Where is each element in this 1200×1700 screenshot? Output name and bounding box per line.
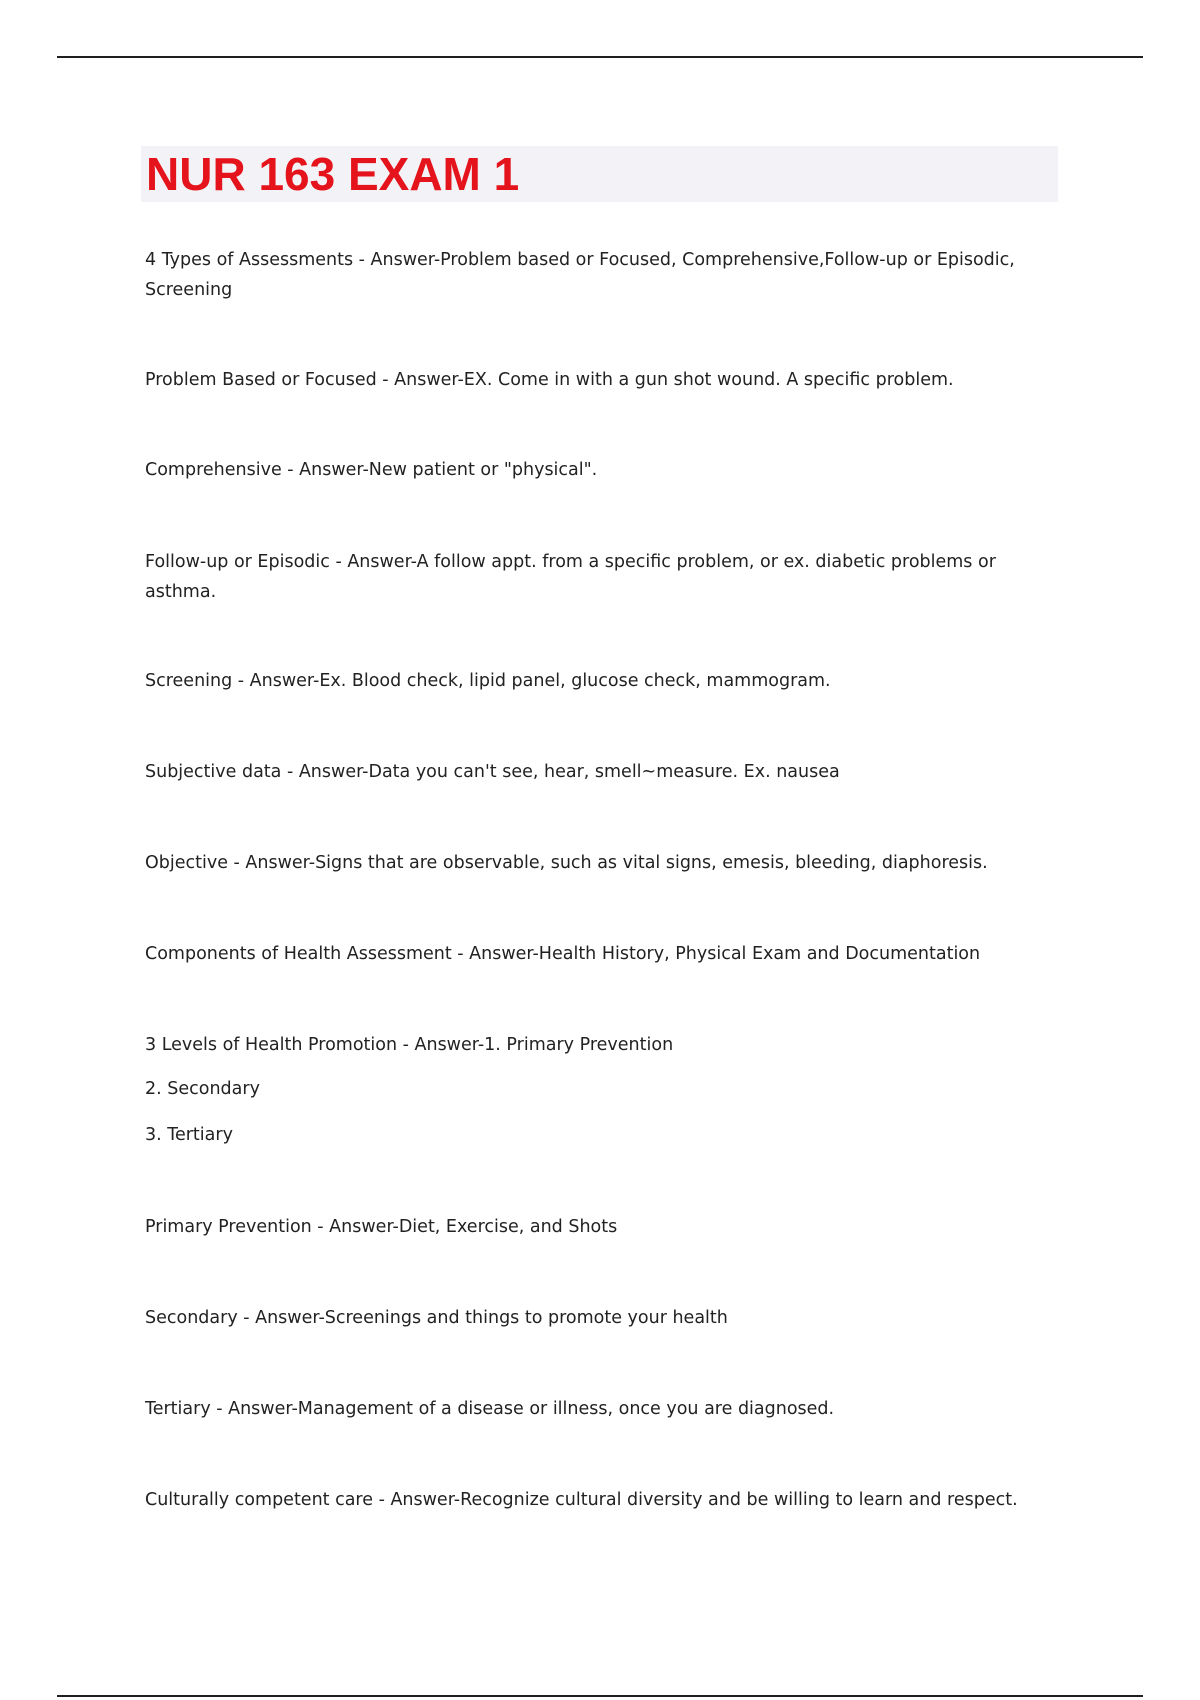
page-title: NUR 163 EXAM 1 (146, 148, 520, 200)
qa-entry (145, 1030, 1050, 1150)
qa-entry (145, 1394, 1050, 1424)
qa-text: 2. Secondary (145, 1079, 260, 1099)
qa-entry (145, 245, 1050, 305)
qa-text: Screening - Answer-Ex. Blood check, lipid panel, glucose check, mammogram. (145, 671, 831, 691)
qa-entry (145, 666, 1050, 696)
qa-text: Primary Prevention - Answer-Diet, Exercise, and Shots (145, 1217, 618, 1237)
bottom-rule (57, 1695, 1143, 1697)
qa-text: Subjective data - Answer-Data you can't see, hear, smell~measure. Ex. nausea (145, 762, 840, 782)
top-rule (57, 56, 1143, 58)
qa-text: 4 Types of Assessments - Answer-Problem based or Focused, Comprehensive,Follow-up or Episodic, Screening (145, 250, 1015, 300)
qa-entry (145, 1303, 1050, 1333)
qa-text: Culturally competent care - Answer-Recognize cultural diversity and be willing to learn and respect. (145, 1490, 1018, 1510)
qa-text: Comprehensive - Answer-New patient or "physical". (145, 460, 598, 480)
qa-entry (145, 848, 1050, 878)
qa-entry (145, 365, 1050, 395)
qa-text: Problem Based or Focused - Answer-EX. Come in with a gun shot wound. A specific problem. (145, 370, 954, 390)
qa-text: Objective - Answer-Signs that are observable, such as vital signs, emesis, bleeding, diaphoresis. (145, 853, 988, 873)
qa-text: Components of Health Assessment - Answer-Health History, Physical Exam and Documentation (145, 944, 981, 964)
qa-entry (145, 547, 1050, 607)
qa-entry (145, 1485, 1050, 1515)
qa-text: Secondary - Answer-Screenings and things to promote your health (145, 1308, 728, 1328)
qa-entry (145, 939, 1050, 969)
qa-entry (145, 455, 1050, 485)
qa-text: Follow-up or Episodic - Answer-A follow appt. from a specific problem, or ex. diabetic problems or asthma. (145, 552, 996, 602)
qa-text: Tertiary - Answer-Management of a disease or illness, once you are diagnosed. (145, 1399, 835, 1419)
qa-text: 3. Tertiary (145, 1125, 233, 1145)
qa-text: 3 Levels of Health Promotion - Answer-1. Primary Prevention (145, 1035, 674, 1055)
qa-entry (145, 757, 1050, 787)
qa-entry (145, 1212, 1050, 1242)
